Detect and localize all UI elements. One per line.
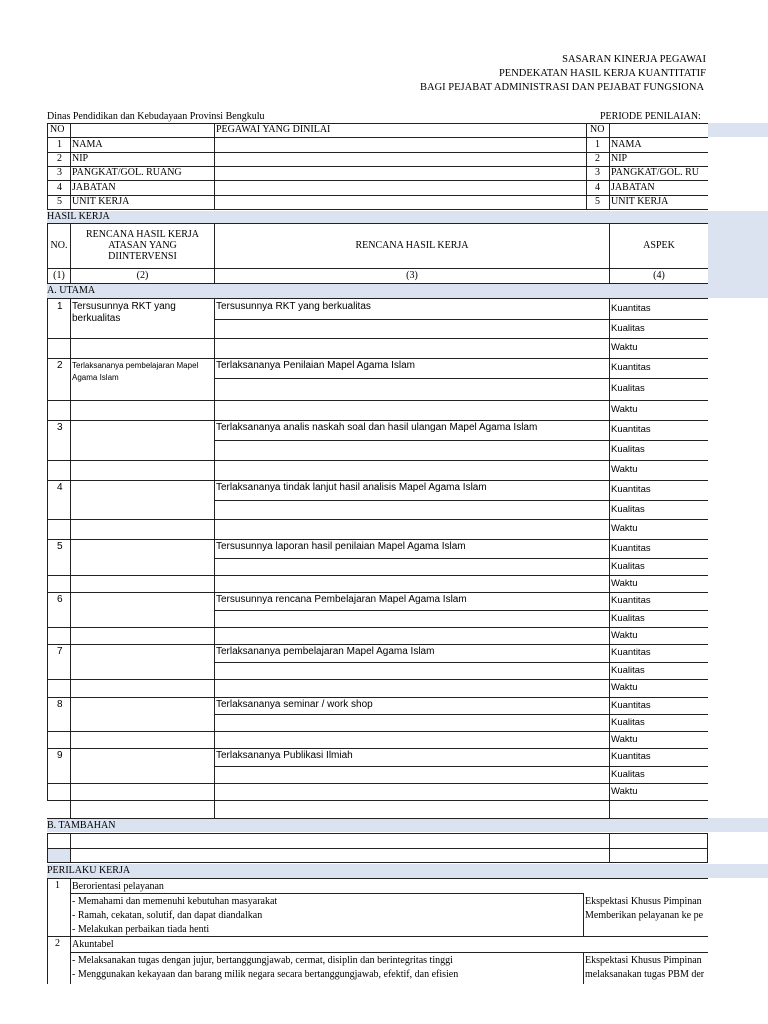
grid-line bbox=[47, 644, 708, 645]
item-rencana: Terlaksananya Publikasi Ilmiah bbox=[216, 750, 353, 761]
agency-name: Dinas Pendidikan dan Kebudayaan Provinsi Bengkulu bbox=[47, 111, 265, 122]
item-aspek: Kualitas bbox=[611, 504, 645, 515]
grid-line bbox=[47, 539, 708, 540]
item-aspek: Waktu bbox=[611, 342, 638, 353]
period-label: PERIODE PENILAIAN: bbox=[600, 111, 701, 122]
item-aspek: Kualitas bbox=[611, 613, 645, 624]
identity-row-no: 1 bbox=[57, 139, 62, 150]
identity-row-right-label: NIP bbox=[611, 153, 628, 164]
item-aspek: Waktu bbox=[611, 464, 638, 475]
grid-line bbox=[70, 299, 71, 818]
band-identity-right bbox=[708, 123, 768, 137]
item-aspek: Kualitas bbox=[611, 444, 645, 455]
grid-line bbox=[214, 714, 708, 715]
col-atasan-line: ATASAN YANG bbox=[108, 240, 177, 251]
title-line-3-text: BAGI PEJABAT ADMINISTRASI DAN PEJABAT FUNGSIONA bbox=[420, 82, 705, 93]
identity-row-right-label: JABATAN bbox=[611, 182, 655, 193]
perilaku-point: - Menggunakan kekayaan dan barang milik negara secara bertanggungjawab, efektif, dan efisien bbox=[72, 969, 459, 980]
identity-row-right-no: 2 bbox=[595, 153, 600, 164]
item-rencana: Terlaksananya pembelajaran Mapel Agama Islam bbox=[216, 646, 435, 657]
item-aspek: Waktu bbox=[611, 682, 638, 693]
ekspektasi-label: Ekspektasi Khusus Pimpinan bbox=[585, 896, 702, 907]
identity-left-header: PEGAWAI YANG DINILAI bbox=[216, 124, 331, 135]
item-aspek: Kuantitas bbox=[611, 303, 651, 314]
identity-no-header: NO bbox=[50, 124, 65, 135]
identity-right-no-header: NO bbox=[590, 124, 605, 135]
col-aspek-header: ASPEK bbox=[643, 240, 675, 251]
identity-row-right-label: NAMA bbox=[611, 139, 642, 150]
item-aspek: Waktu bbox=[611, 404, 638, 415]
col-no-header: NO. bbox=[50, 240, 68, 251]
col-num-2: (2) bbox=[136, 270, 149, 281]
item-rencana: Tersusunnya laporan hasil penilaian Mapel Agama Islam bbox=[216, 541, 466, 552]
item-aspek: Waktu bbox=[611, 734, 638, 745]
grid-line bbox=[47, 519, 708, 520]
grid-line bbox=[214, 610, 708, 611]
ekspektasi-text: Memberikan pelayanan ke pe bbox=[585, 910, 704, 921]
item-aspek: Waktu bbox=[611, 523, 638, 534]
item-aspek: Kuantitas bbox=[611, 484, 651, 495]
grid-line bbox=[47, 480, 708, 481]
identity-row-label: NAMA bbox=[72, 139, 103, 150]
item-aspek: Kualitas bbox=[611, 323, 645, 334]
perilaku-point: - Melaksanakan tugas dengan jujur, bertanggungjawab, cermat, disiplin dan berintegritas tinggi bbox=[72, 955, 453, 966]
grid-line bbox=[214, 766, 708, 767]
identity-row-no: 5 bbox=[57, 196, 62, 207]
item-aspek: Waktu bbox=[611, 786, 638, 797]
band-tambahan bbox=[47, 818, 768, 832]
utama-label: A. UTAMA bbox=[47, 285, 96, 296]
item-atasan: Terlaksananya pembelajaran Mapel Agama Islam bbox=[72, 361, 199, 382]
item-no: 5 bbox=[57, 541, 63, 552]
grid-line bbox=[214, 440, 708, 441]
grid-line bbox=[47, 800, 708, 801]
item-rencana: Terlaksananya tindak lanjut hasil analisis Mapel Agama Islam bbox=[216, 482, 487, 493]
item-aspek: Kuantitas bbox=[611, 700, 651, 711]
item-no: 2 bbox=[57, 360, 63, 371]
band-hasil-kerja bbox=[47, 211, 768, 223]
grid-line bbox=[47, 400, 708, 401]
identity-row-no: 4 bbox=[57, 182, 62, 193]
grid-line bbox=[47, 818, 708, 819]
grid-line bbox=[214, 319, 708, 320]
identity-row-label: NIP bbox=[72, 153, 89, 164]
identity-row-right-no: 3 bbox=[595, 167, 600, 178]
grid-line bbox=[47, 592, 708, 593]
col-rencana-header: RENCANA HASIL KERJA bbox=[355, 240, 469, 251]
grid-line bbox=[47, 298, 708, 299]
band-utama bbox=[47, 284, 768, 298]
grid-line bbox=[47, 679, 708, 680]
grid-line bbox=[214, 500, 708, 501]
item-no: 7 bbox=[57, 646, 63, 657]
perilaku-point: - Melakukan perbaikan tiada henti bbox=[72, 924, 210, 935]
band-tambahan-small bbox=[47, 848, 71, 862]
grid-line bbox=[214, 662, 708, 663]
grid-line bbox=[47, 697, 708, 698]
identity-row-right-no: 1 bbox=[595, 139, 600, 150]
tambahan-label: B. TAMBAHAN bbox=[47, 820, 116, 831]
grid-line bbox=[214, 558, 708, 559]
grid-line bbox=[47, 338, 708, 339]
item-no: 9 bbox=[57, 750, 63, 761]
item-no: 6 bbox=[57, 594, 63, 605]
col-atasan-line: DIINTERVENSI bbox=[108, 251, 177, 262]
ekspektasi-text: melaksanakan tugas PBM der bbox=[585, 969, 705, 980]
perilaku-label: PERILAKU KERJA bbox=[47, 865, 131, 876]
item-rencana: Terlaksananya Penilaian Mapel Agama Islam bbox=[216, 360, 415, 371]
col-num-4: (4) bbox=[653, 270, 665, 281]
item-aspek: Kuantitas bbox=[611, 595, 651, 606]
item-no: 8 bbox=[57, 699, 63, 710]
identity-row-right-label: UNIT KERJA bbox=[611, 196, 669, 207]
grid-line bbox=[47, 460, 708, 461]
perilaku-no: 2 bbox=[55, 938, 60, 949]
item-rencana: Tersusunnya rencana Pembelajaran Mapel Agama Islam bbox=[216, 594, 467, 605]
item-aspek: Kuantitas bbox=[611, 543, 651, 554]
grid-line bbox=[47, 358, 708, 359]
item-aspek: Waktu bbox=[611, 578, 638, 589]
item-aspek: Kuantitas bbox=[611, 647, 651, 658]
identity-row-label: UNIT KERJA bbox=[72, 196, 130, 207]
col-atasan-header bbox=[71, 229, 214, 262]
perilaku-point: - Memahami dan memenuhi kebutuhan masyarakat bbox=[72, 896, 278, 907]
col-num-1: (1) bbox=[53, 270, 65, 281]
grid-line bbox=[47, 748, 708, 749]
grid-line bbox=[47, 783, 708, 784]
identity-row-label: JABATAN bbox=[72, 182, 116, 193]
identity-row-right-no: 4 bbox=[595, 182, 600, 193]
item-aspek: Kuantitas bbox=[611, 751, 651, 762]
item-rencana: Tersusunnya RKT yang berkualitas bbox=[216, 301, 371, 312]
grid-line bbox=[47, 299, 48, 801]
title-line-1: SASARAN KINERJA PEGAWAI bbox=[562, 54, 706, 65]
grid-line bbox=[214, 378, 708, 379]
identity-row-no: 2 bbox=[57, 153, 62, 164]
perilaku-no: 1 bbox=[55, 880, 60, 891]
item-aspek: Kualitas bbox=[611, 561, 645, 572]
item-aspek: Kualitas bbox=[611, 665, 645, 676]
identity-row-right-label: PANGKAT/GOL. RU bbox=[611, 167, 699, 178]
grid-line bbox=[47, 627, 708, 628]
item-aspek: Kualitas bbox=[611, 383, 645, 394]
grid-line bbox=[47, 575, 708, 576]
grid-line bbox=[47, 731, 708, 732]
band-perilaku bbox=[47, 864, 768, 878]
col-atasan-line: RENCANA HASIL KERJA bbox=[86, 229, 199, 240]
identity-row-no: 3 bbox=[57, 167, 62, 178]
perilaku-title: Akuntabel bbox=[72, 939, 114, 950]
item-no: 1 bbox=[57, 301, 63, 312]
item-aspek: Kualitas bbox=[611, 769, 645, 780]
item-aspek: Kuantitas bbox=[611, 362, 651, 373]
identity-row-right-no: 5 bbox=[595, 196, 600, 207]
item-rencana: Terlaksananya seminar / work shop bbox=[216, 699, 373, 710]
perilaku-point: - Ramah, cekatan, solutif, dan dapat diandalkan bbox=[72, 910, 263, 921]
item-rencana: Terlaksananya analis naskah soal dan hasil ulangan Mapel Agama Islam bbox=[216, 422, 538, 433]
hasil-kerja-label: HASIL KERJA bbox=[47, 211, 110, 222]
item-no: 4 bbox=[57, 482, 63, 493]
title-line-2: PENDEKATAN HASIL KERJA KUANTITATIF bbox=[498, 68, 706, 79]
grid-line bbox=[47, 420, 708, 421]
item-aspek: Waktu bbox=[611, 630, 638, 641]
item-atasan: Tersusunnya RKT yang berkualitas bbox=[72, 301, 176, 324]
col-num-3: (3) bbox=[406, 270, 418, 281]
item-aspek: Kualitas bbox=[611, 717, 645, 728]
item-no: 3 bbox=[57, 422, 63, 433]
perilaku-title: Berorientasi pelayanan bbox=[72, 881, 164, 892]
item-aspek: Kuantitas bbox=[611, 424, 651, 435]
ekspektasi-label: Ekspektasi Khusus Pimpinan bbox=[585, 955, 702, 966]
identity-row-label: PANGKAT/GOL. RUANG bbox=[72, 167, 182, 178]
